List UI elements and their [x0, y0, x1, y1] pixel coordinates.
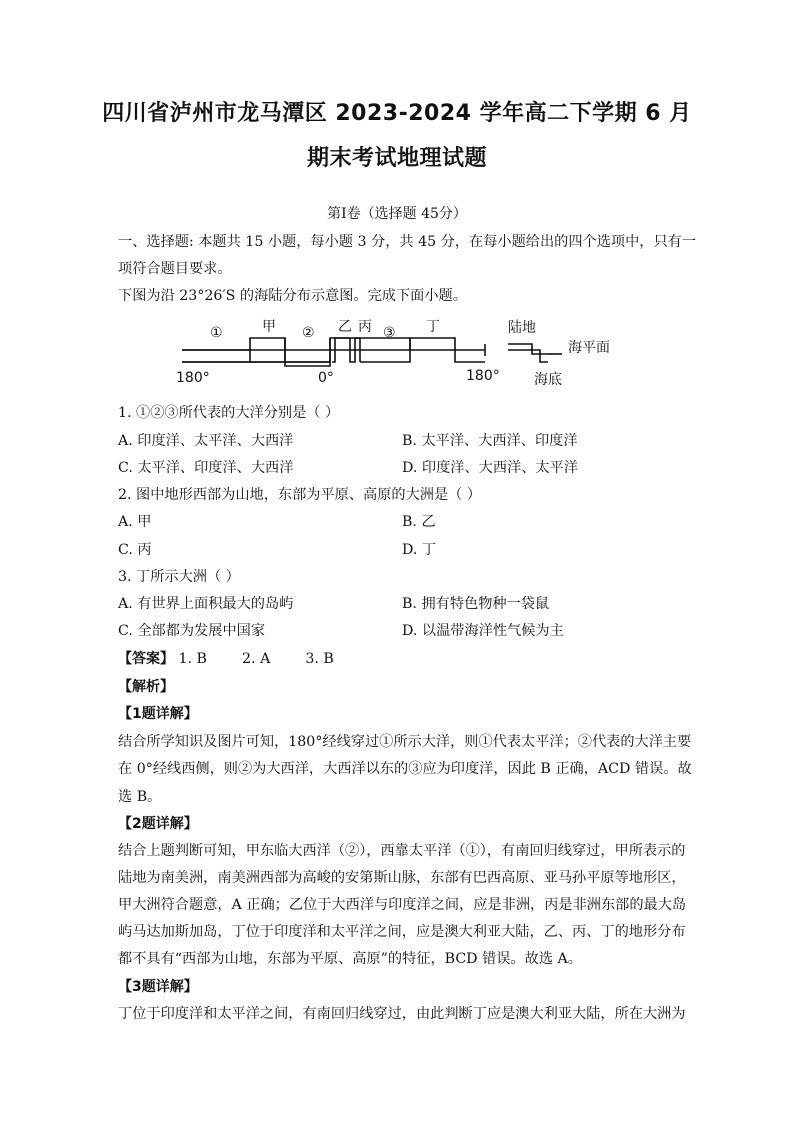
label-lon-180-east: 180°: [466, 368, 500, 384]
land-sea-profile-figure: [170, 316, 650, 396]
label-lon-0: 0°: [318, 370, 334, 386]
detail-text: 屿马达加斯加岛，丁位于印度洋和太平洋之间，应是澳大利亚大陆，乙、丙、丁的地形分布: [118, 924, 686, 940]
option-b: B. 太平洋、大西洋、印度洋: [402, 433, 578, 449]
detail-text: 选 B。: [118, 789, 162, 805]
label-continent-jia: 甲: [262, 319, 276, 335]
option-a: A. 印度洋、太平洋、大西洋: [118, 433, 294, 449]
detail-text: 陆地为南美洲，南美洲西部为高峻的安第斯山脉，东部有巴西高原、亚马孙平原等地形区，: [118, 870, 686, 886]
detail-label-q1: 【1题详解】: [118, 706, 198, 722]
option-c: C. 太平洋、印度洋、大西洋: [118, 460, 294, 476]
analysis-label: 【解析】: [118, 679, 174, 695]
legend-seabed: 海底: [534, 372, 562, 388]
detail-text: 结合上题判断可知，甲东临大西洋（②），西靠太平洋（①），有南回归线穿过，甲所表示的: [118, 843, 686, 859]
detail-text: 丁位于印度洋和太平洋之间，有南回归线穿过，由此判断丁应是澳大利亚大陆，所在大洲为: [118, 1006, 686, 1022]
detail-text: 都不具有“西部为山地，东部为平原、高原”的特征，BCD 错误。故选 A。: [118, 951, 582, 967]
question-stem: 3. 丁所示大洲（ ）: [118, 569, 240, 585]
legend-sea-level: 海平面: [568, 340, 610, 356]
doc-title-line2: 期末考试地理试题: [306, 146, 487, 171]
option-c: C. 丙: [118, 542, 152, 558]
doc-title-line1: 四川省泸州市龙马潭区 2023-2024 学年高二下学期 6 月: [102, 101, 692, 126]
option-b: B. 拥有特色物种一袋鼠: [402, 596, 550, 612]
section-heading: 第Ⅰ卷（选择题 45分）: [327, 206, 467, 222]
label-continent-ding: 丁: [426, 319, 440, 335]
answer-item: 3. B: [305, 651, 334, 667]
legend-land: 陆地: [508, 320, 536, 336]
option-d: D. 以温带海洋性气候为主: [402, 623, 564, 639]
answer-item: 1. B: [178, 651, 207, 667]
detail-label-q2: 【2题详解】: [118, 816, 198, 832]
detail-label-q3: 【3题详解】: [118, 979, 198, 995]
instruction-line: 项符合题目要求。: [118, 261, 232, 277]
detail-text: 在 0°经线西侧，则②为大西洋，大西洋以东的③应为印度洋，因此 B 正确，ACD 错误。故: [118, 761, 692, 777]
instruction-line: 一、选择题: 本题共 15 小题，每小题 3 分，共 45 分，在每小题给出的四个选项中，只有一: [118, 234, 697, 250]
label-continent-yi: 乙: [338, 319, 352, 335]
legend-figure: [508, 344, 562, 362]
option-d: D. 印度洋、大西洋、太平洋: [402, 460, 578, 476]
label-lon-180-west: 180°: [176, 370, 210, 386]
label-ocean-2: ②: [302, 325, 315, 341]
option-a: A. 有世界上面积最大的岛屿: [118, 596, 294, 612]
label-ocean-1: ①: [210, 325, 223, 341]
profile-line: [182, 350, 250, 362]
figure-intro: 下图为沿 23°26′S 的海陆分布示意图。完成下面小题。: [118, 288, 467, 304]
answer-item: 2. A: [242, 651, 271, 667]
label-island-bing: 丙: [358, 319, 372, 335]
option-c: C. 全部都为发展中国家: [118, 623, 266, 639]
option-b: B. 乙: [402, 514, 436, 530]
question-stem: 1. ①②③所代表的大洋分别是（ ）: [118, 405, 340, 421]
detail-text: 结合所学知识及图片可知，180°经线穿过①所示大洋，则①代表太平洋；②代表的大洋主要: [118, 734, 692, 750]
answer-label: 【答案】: [118, 651, 174, 667]
label-ocean-3: ③: [383, 325, 396, 341]
option-a: A. 甲: [118, 514, 152, 530]
answer-line: [118, 648, 334, 668]
detail-text: 甲大洲符合题意，A 正确；乙位于大西洋与印度洋之间，应是非洲，丙是非洲东部的最大岛: [118, 897, 687, 913]
question-stem: 2. 图中地形西部为山地，东部为平原、高原的大洲是（ ）: [118, 487, 482, 503]
option-d: D. 丁: [402, 542, 437, 558]
